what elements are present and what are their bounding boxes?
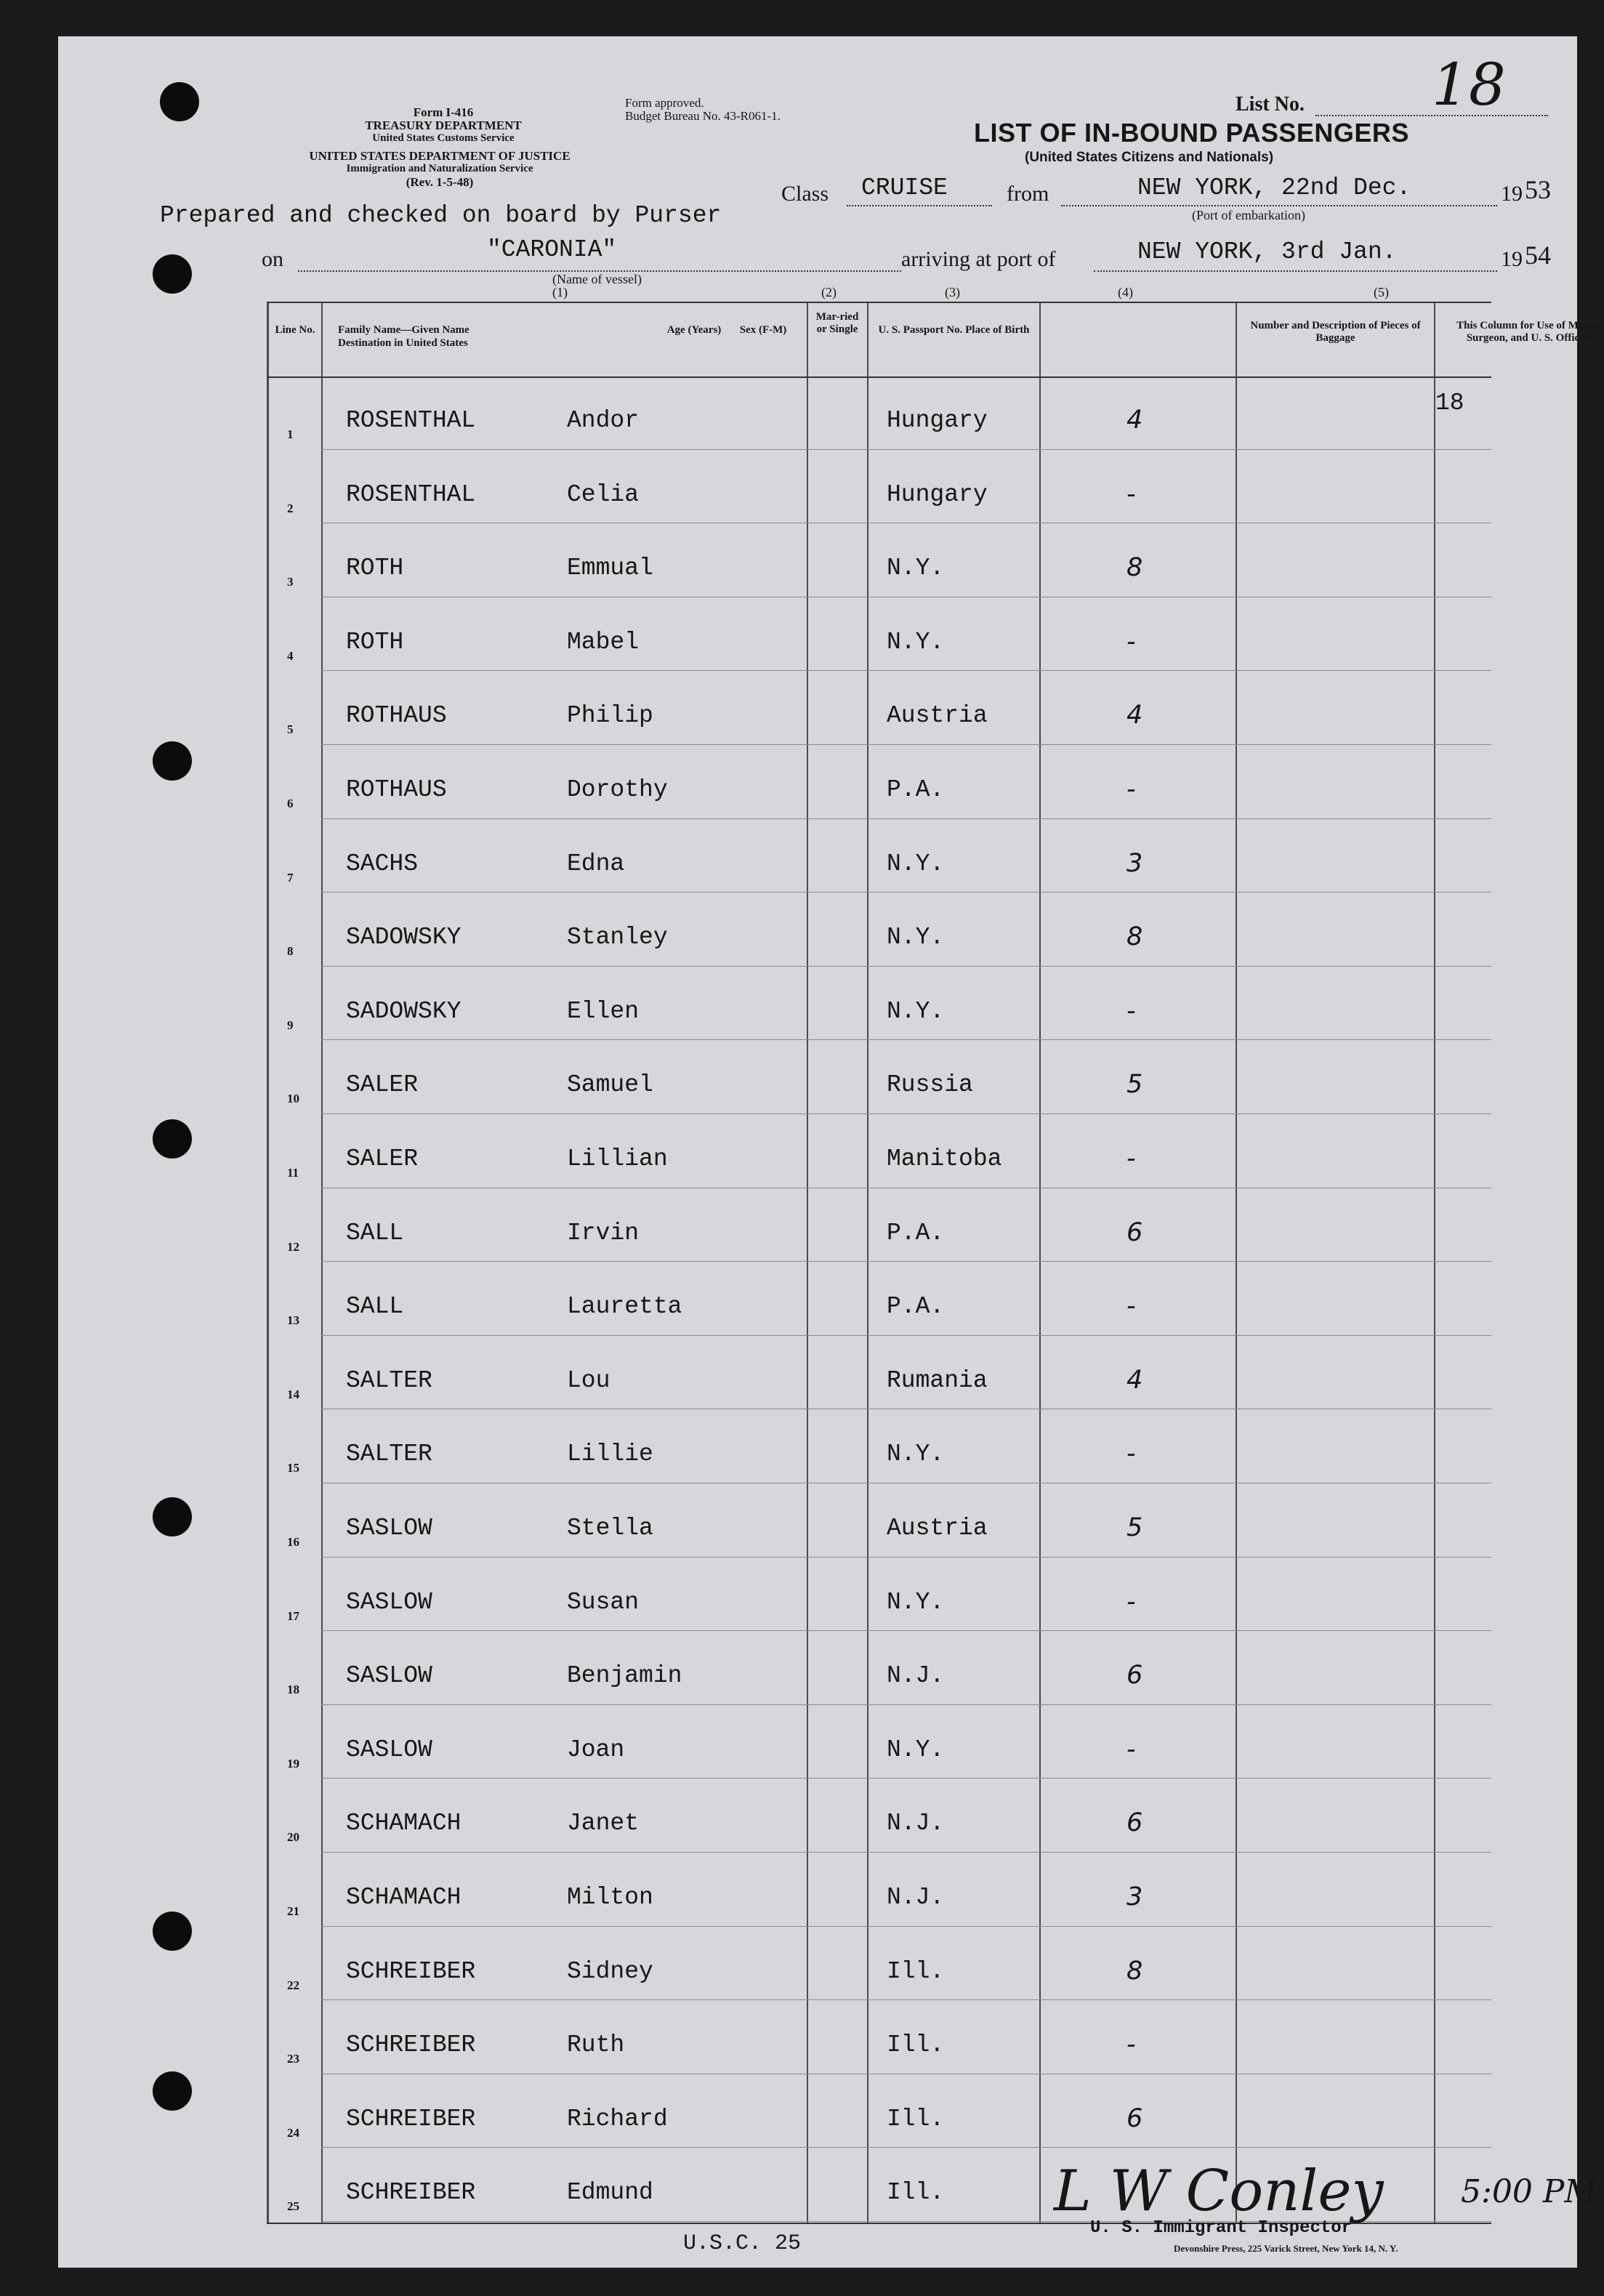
birth-place: Ill. [887, 2105, 945, 2132]
table-row [58, 1928, 1577, 2002]
baggage-count: - [1127, 479, 1136, 509]
line-number: 23 [287, 2052, 299, 2066]
header-age: Age (Years) [666, 324, 722, 336]
list-no-label: List No. [1236, 93, 1305, 116]
family-name: SASLOW [346, 1515, 432, 1542]
birth-place: N.Y. [887, 628, 945, 656]
line-number: 18 [287, 1683, 299, 1697]
family-name: ROTHAUS [346, 702, 447, 730]
given-name: Milton [567, 1884, 653, 1911]
baggage-count: 6 [1127, 1661, 1143, 1691]
birth-place: N.Y. [887, 850, 945, 877]
given-name: Lillie [567, 1441, 653, 1468]
table-row [58, 1189, 1577, 1263]
line-number: 22 [287, 1978, 299, 1992]
table-row [58, 1115, 1577, 1189]
birth-place: N.Y. [887, 997, 945, 1025]
given-name: Ruth [567, 2031, 625, 2059]
family-name: SCHAMACH [346, 1884, 462, 1911]
family-name: SCHREIBER [346, 2031, 476, 2059]
given-name: Edna [567, 850, 625, 877]
form-revision: (Rev. 1-5-48) [406, 175, 474, 189]
port-embarkation-label: (Port of embarkation) [1192, 208, 1305, 222]
table-row [58, 1410, 1577, 1484]
given-name: Ellen [567, 997, 640, 1025]
table-row [58, 1706, 1577, 1780]
table-row [58, 1484, 1577, 1558]
table-row [58, 451, 1577, 525]
from-label: from [1007, 182, 1049, 206]
given-name: Lauretta [567, 1293, 682, 1321]
line-number: 20 [287, 1830, 299, 1845]
birth-place: Hungary [887, 480, 988, 508]
budget-bureau: Budget Bureau No. 43-R061-1. [625, 109, 781, 123]
family-name: SALER [346, 1071, 419, 1099]
line-number: 5 [287, 722, 294, 737]
header-baggage: Number and Description of Pieces of Baggage [1250, 320, 1421, 344]
year2-prefix: 19 [1501, 247, 1523, 271]
given-name: Irvin [567, 1219, 640, 1246]
line-number: 9 [287, 1018, 294, 1032]
family-name: SALL [346, 1219, 404, 1246]
baggage-count: - [1127, 1734, 1136, 1764]
baggage-count: 4 [1127, 406, 1143, 435]
header-name: Family Name—Given Name [338, 324, 469, 336]
col-number-5: (5) [1374, 285, 1389, 299]
vessel-name: "CARONIA" [487, 236, 617, 263]
birth-place: Hungary [887, 407, 988, 434]
inspection-time: 5:00 PM [1461, 2173, 1597, 2210]
embark-port-value: NEW YORK, 22nd Dec. [1137, 174, 1411, 201]
table-row [58, 598, 1577, 672]
given-name: Lou [567, 1366, 610, 1394]
baggage-count: 5 [1127, 1513, 1143, 1542]
class-label: Class [781, 182, 829, 206]
birth-place: Ill. [887, 1957, 945, 1985]
line-number: 16 [287, 1535, 299, 1549]
baggage-count: - [1127, 1587, 1136, 1616]
given-name: Joan [567, 1736, 625, 1763]
officer-note: 18 [1435, 390, 1464, 416]
given-name: Edmund [567, 2179, 653, 2207]
given-name: Richard [567, 2105, 668, 2132]
baggage-count: 4 [1127, 1365, 1143, 1395]
given-name: Dorothy [567, 776, 668, 803]
vessel-label: (Name of vessel) [552, 272, 642, 286]
header-officers: This Column for Use of Master, Surgeon, and U. S. Officers [1456, 320, 1603, 344]
line-number: 15 [287, 1461, 299, 1475]
printer-imprint: Devonshire Press, 225 Varick Street, New York 14, N. Y. [1174, 2243, 1398, 2254]
family-name: ROTH [346, 555, 404, 582]
given-name: Celia [567, 480, 640, 508]
usc-count: U.S.C. 25 [683, 2231, 802, 2256]
table-row [58, 893, 1577, 967]
punch-hole [160, 82, 199, 121]
table-row [58, 1337, 1577, 1411]
family-name: ROSENTHAL [346, 407, 476, 434]
line-number: 6 [287, 797, 294, 810]
baggage-count: 3 [1127, 1882, 1143, 1912]
line-number: 19 [287, 1756, 299, 1771]
table-row [58, 1558, 1577, 1632]
header-destination: Destination in United States [338, 337, 468, 349]
table-row [58, 1779, 1577, 1853]
form-number: Form I-416 [413, 105, 474, 119]
birth-place: P.A. [887, 1219, 945, 1246]
line-number: 2 [287, 501, 294, 515]
table-row [58, 376, 1577, 451]
birth-place: P.A. [887, 1293, 945, 1321]
line-number: 12 [287, 1239, 299, 1254]
header-married: Mar-ried or Single [815, 311, 859, 335]
given-name: Stella [567, 1515, 653, 1542]
page-subtitle: (United States Citizens and Nationals) [1025, 150, 1274, 165]
family-name: SCHREIBER [346, 2179, 476, 2207]
birth-place: N.J. [887, 1884, 945, 1911]
inspector-signature: L W Conley [1054, 2159, 1384, 2224]
prepared-by-purser: Prepared and checked on board by Purser [160, 202, 722, 229]
line-number: 8 [287, 944, 294, 959]
birth-place: N.Y. [887, 1588, 945, 1616]
baggage-count: 6 [1127, 1217, 1143, 1247]
table-row [58, 2075, 1577, 2149]
family-name: ROTH [346, 628, 404, 656]
baggage-count: - [1127, 1439, 1136, 1469]
line-number: 10 [287, 1092, 299, 1106]
line-number: 11 [287, 1166, 299, 1180]
family-name: SADOWSKY [346, 924, 462, 951]
family-name: SALTER [346, 1366, 432, 1394]
baggage-count: 8 [1127, 553, 1143, 583]
table-row [58, 2001, 1577, 2075]
line-number: 21 [287, 1904, 299, 1918]
birth-place: N.J. [887, 1810, 945, 1837]
table-row [58, 1853, 1577, 1928]
col-number-3: (3) [945, 285, 960, 299]
given-name: Mabel [567, 628, 640, 656]
birth-place: Ill. [887, 2179, 945, 2207]
ins-service: Immigration and Naturalization Service [346, 163, 533, 174]
line-number: 25 [287, 2199, 299, 2214]
given-name: Samuel [567, 1071, 653, 1099]
baggage-count: 8 [1127, 1956, 1143, 1986]
family-name: SCHREIBER [346, 1957, 476, 1985]
inspector-label: U. S. Immigrant Inspector [1090, 2218, 1353, 2238]
birth-place: Austria [887, 702, 988, 730]
family-name: SALTER [346, 1441, 432, 1468]
arriving-label: arriving at port of [901, 247, 1056, 271]
family-name: SASLOW [346, 1662, 432, 1690]
baggage-count: 8 [1127, 922, 1143, 952]
birth-place: N.Y. [887, 1736, 945, 1763]
table-row [58, 1632, 1577, 1706]
family-name: SALL [346, 1293, 404, 1321]
birth-place: Russia [887, 1071, 973, 1099]
baggage-count: - [1127, 627, 1136, 656]
baggage-count: 3 [1127, 848, 1143, 878]
baggage-count: - [1127, 996, 1136, 1026]
line-number: 17 [287, 1608, 299, 1623]
arrival-port-value: NEW YORK, 3rd Jan. [1137, 238, 1397, 265]
family-name: SCHAMACH [346, 1810, 462, 1837]
given-name: Sidney [567, 1957, 653, 1985]
form-approved: Form approved. [625, 96, 704, 110]
col-number-1: (1) [552, 285, 568, 299]
table-row [58, 746, 1577, 820]
col-number-4: (4) [1118, 285, 1133, 299]
birth-place: N.Y. [887, 924, 945, 951]
family-name: ROSENTHAL [346, 480, 476, 508]
family-name: ROTHAUS [346, 776, 447, 803]
birth-place: N.Y. [887, 555, 945, 582]
line-number: 4 [287, 648, 294, 663]
family-name: SASLOW [346, 1588, 432, 1616]
baggage-count: - [1127, 1292, 1136, 1321]
punch-hole [153, 254, 192, 294]
baggage-count: - [1127, 775, 1136, 804]
given-name: Benjamin [567, 1662, 682, 1690]
class-value: CRUISE [861, 174, 948, 201]
table-row [58, 1262, 1577, 1337]
list-no-handwritten: 18 [1432, 51, 1506, 118]
family-name: SALER [346, 1145, 419, 1172]
baggage-count: 4 [1127, 701, 1143, 730]
family-name: SASLOW [346, 1736, 432, 1763]
baggage-count: - [1127, 2030, 1136, 2060]
table-row [58, 967, 1577, 1042]
line-number: 24 [287, 2125, 299, 2140]
baggage-count: 6 [1127, 1808, 1143, 1838]
table-row [58, 672, 1577, 746]
given-name: Philip [567, 702, 653, 730]
given-name: Stanley [567, 924, 668, 951]
table-row [58, 820, 1577, 894]
given-name: Susan [567, 1588, 640, 1616]
col-number-2: (2) [821, 285, 837, 299]
year1-prefix: 19 [1501, 182, 1523, 206]
manifest-sheet [58, 36, 1603, 2268]
family-name: SACHS [346, 850, 419, 877]
baggage-count: - [1127, 1144, 1136, 1173]
birth-place: P.A. [887, 776, 945, 803]
birth-place: Austria [887, 1515, 988, 1542]
page-title: LIST OF IN-BOUND PASSENGERS [974, 118, 1409, 148]
baggage-count: 6 [1127, 2103, 1143, 2133]
birth-place: Manitoba [887, 1145, 1002, 1172]
justice-dept: UNITED STATES DEPARTMENT OF JUSTICE [309, 149, 571, 163]
header-line-no: Line No. [275, 324, 315, 336]
year2-suffix: 54 [1525, 241, 1551, 270]
header-sex: Sex (F-M) [739, 324, 787, 336]
line-number: 13 [287, 1313, 299, 1328]
given-name: Janet [567, 1810, 640, 1837]
family-name: SCHREIBER [346, 2105, 476, 2132]
birth-place: Rumania [887, 1366, 988, 1394]
table-row [58, 524, 1577, 598]
line-number: 3 [287, 575, 294, 589]
year1-suffix: 53 [1525, 175, 1551, 204]
baggage-count: 5 [1127, 1070, 1143, 1100]
line-number: 1 [287, 427, 294, 441]
family-name: SADOWSKY [346, 997, 462, 1025]
given-name: Emmual [567, 555, 653, 582]
header-passport: U. S. Passport No. Place of Birth [878, 324, 1030, 336]
birth-place: N.J. [887, 1662, 945, 1690]
customs-service: United States Customs Service [372, 132, 515, 144]
given-name: Andor [567, 407, 640, 434]
birth-place: N.Y. [887, 1441, 945, 1468]
given-name: Lillian [567, 1145, 668, 1172]
on-label: on [262, 247, 283, 271]
treasury-dept: TREASURY DEPARTMENT [365, 118, 522, 132]
line-number: 7 [287, 870, 294, 885]
birth-place: Ill. [887, 2031, 945, 2059]
table-row [58, 1041, 1577, 1115]
line-number: 14 [287, 1387, 299, 1401]
